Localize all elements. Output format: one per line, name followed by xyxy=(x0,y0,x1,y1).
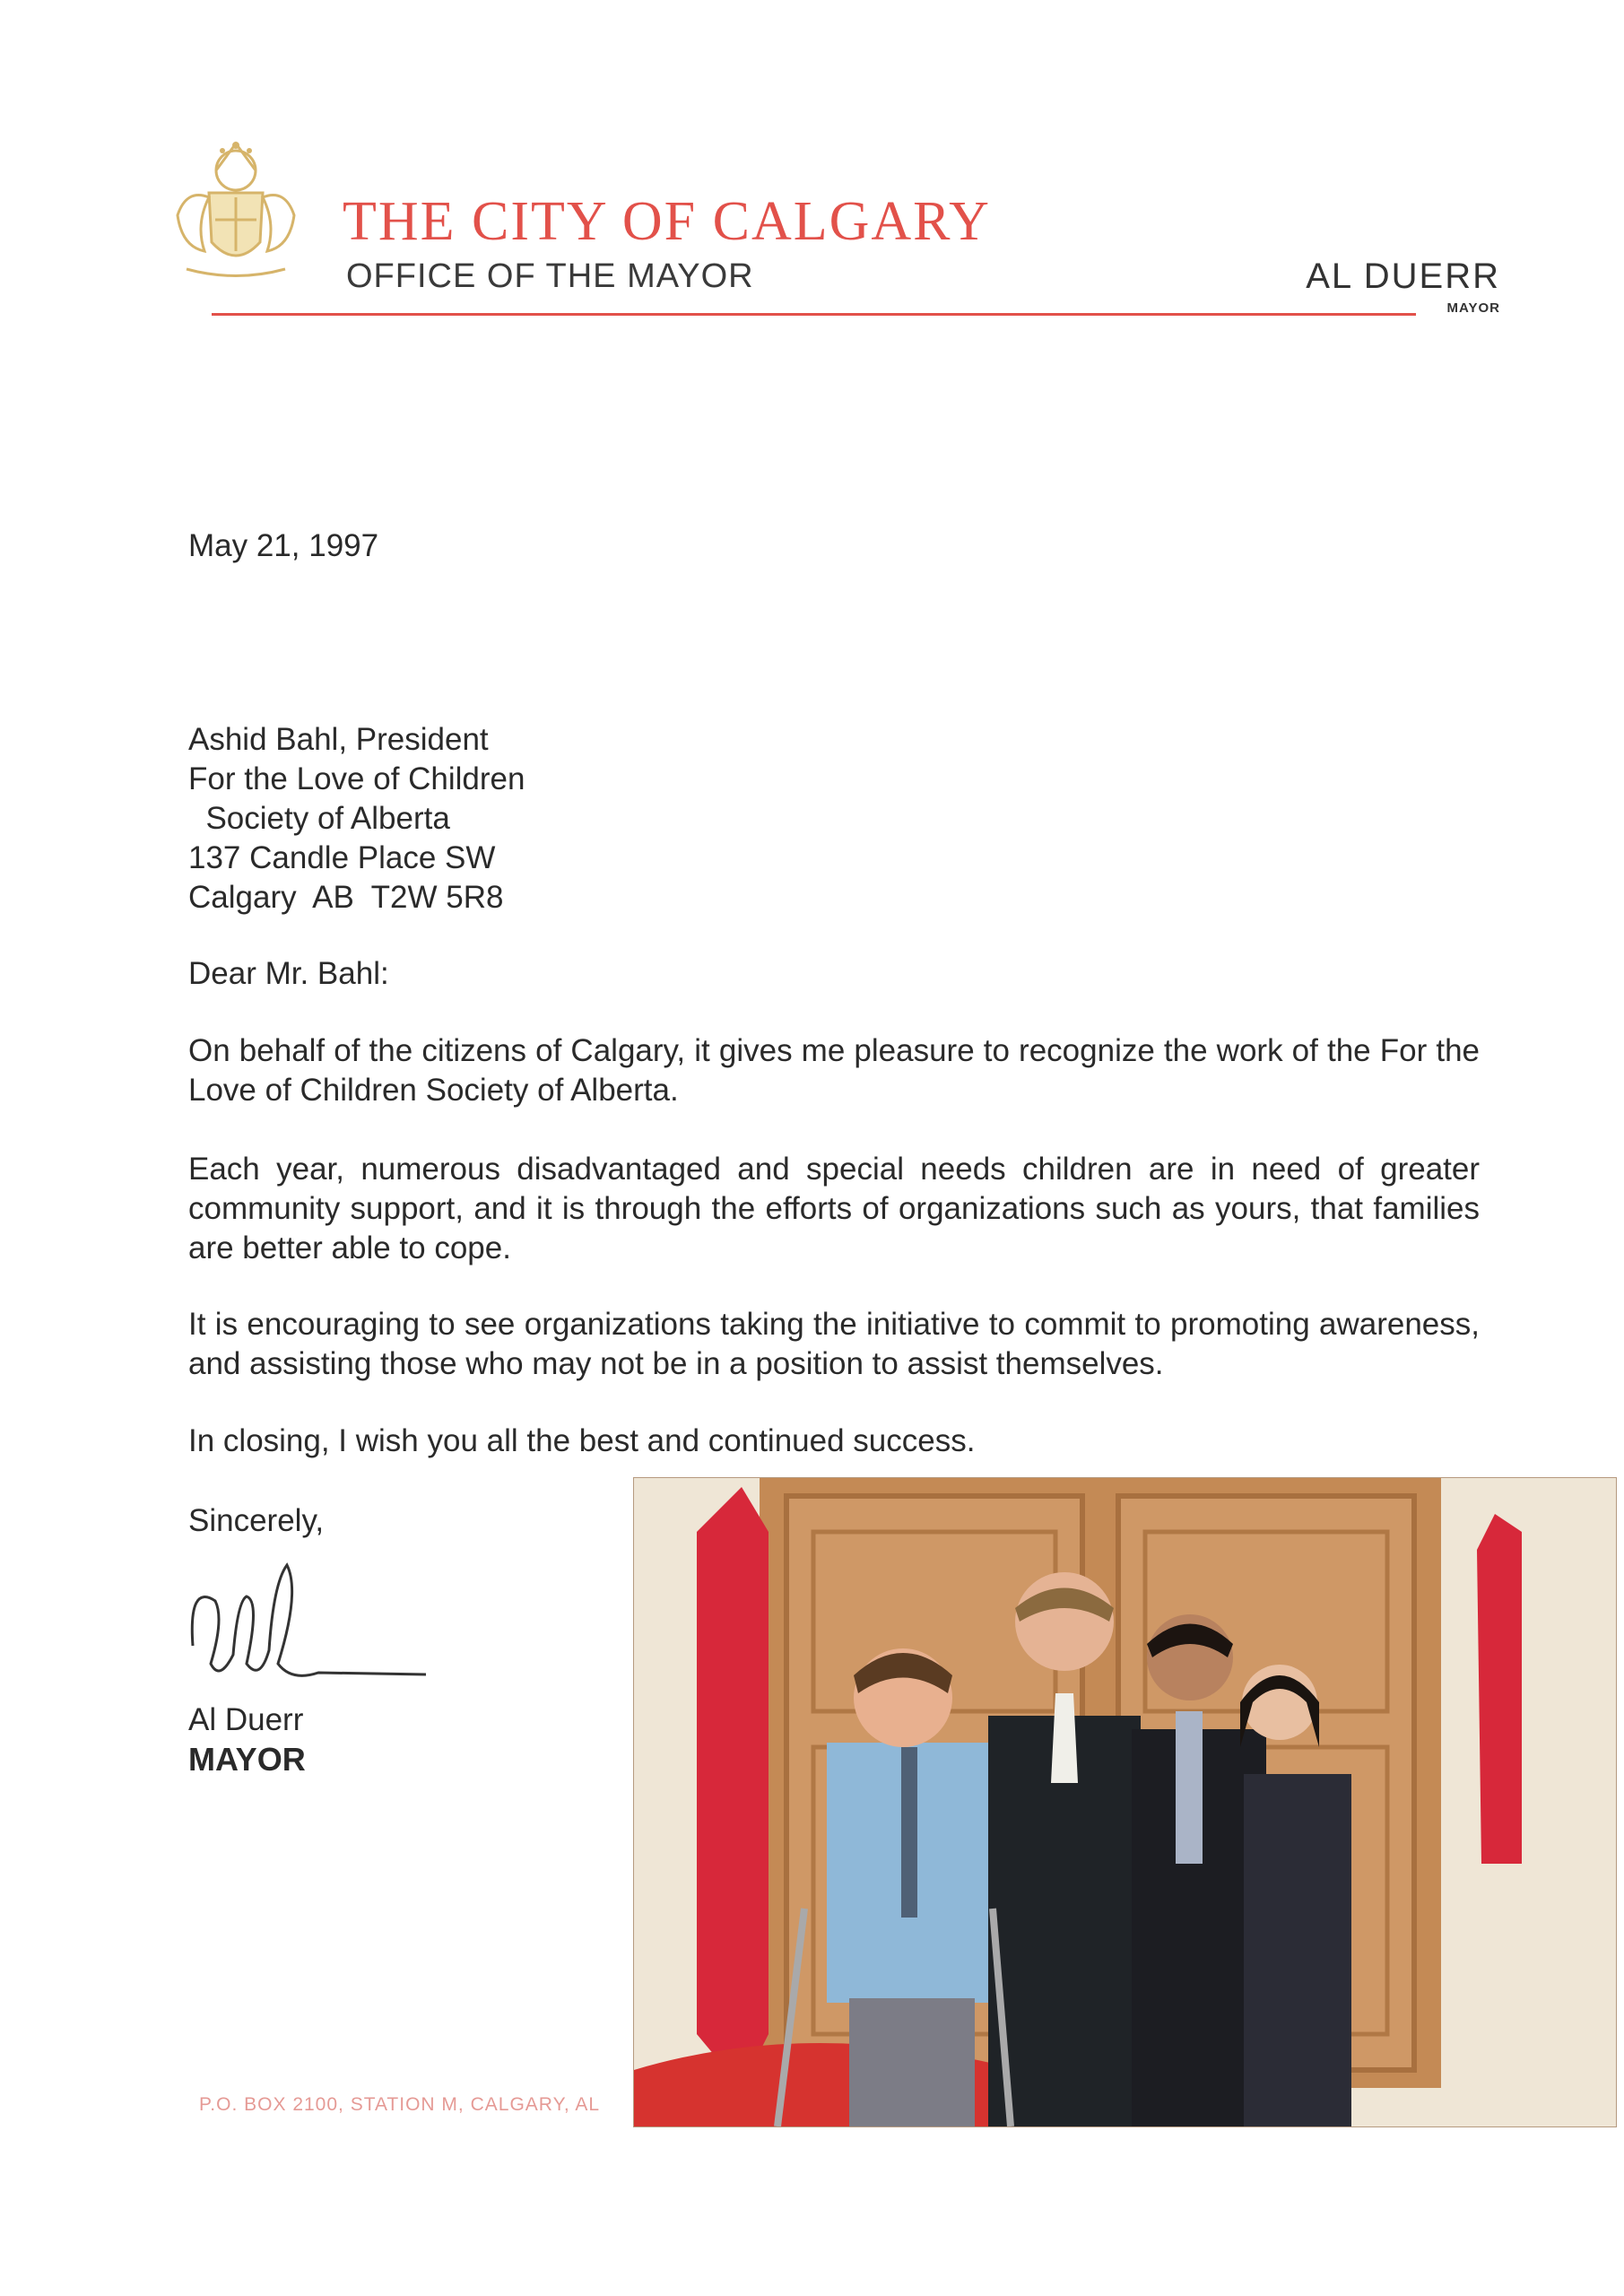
recipient-line: Ashid Bahl, President xyxy=(188,722,489,757)
letterhead-mayor-title: MAYOR xyxy=(1446,300,1500,316)
closing: Sincerely, xyxy=(188,1503,325,1538)
body-paragraph: On behalf of the citizens of Calgary, it gives me pleasure to recognize the work of the For the Love of Children Society of Alberta. xyxy=(188,1033,1480,1108)
body-paragraph: It is encouraging to see organizations taking the initiative to commit to promoting awareness, and assisting those who may not be in a position to assist themselves. xyxy=(188,1307,1480,1381)
recipient-address xyxy=(188,720,816,918)
letterhead-mayor-name: AL DUERR xyxy=(1306,257,1500,296)
organization-name: THE CITY OF CALGARY xyxy=(343,191,991,252)
letterhead-rule xyxy=(212,313,1416,316)
recipient-line: 137 Candle Place SW xyxy=(188,840,496,875)
recipient-line: For the Love of Children xyxy=(188,761,525,796)
city-crest-icon xyxy=(160,135,312,287)
group-photo xyxy=(633,1477,1617,2127)
salutation: Dear Mr. Bahl: xyxy=(188,956,389,991)
recipient-line: Society of Alberta xyxy=(188,801,450,836)
letter-date: May 21, 1997 xyxy=(188,528,379,563)
office-name: OFFICE OF THE MAYOR xyxy=(346,257,754,295)
body-paragraph: Each year, numerous disadvantaged and special needs children are in need of greater community support, and it is through the efforts of organizations such as yours, that families are better able to cope. xyxy=(188,1152,1480,1265)
signature-image xyxy=(184,1547,444,1700)
body-paragraph: In closing, I wish you all the best and continued success. xyxy=(188,1423,976,1458)
signer-title: MAYOR xyxy=(188,1741,306,1778)
footer-address: P.O. BOX 2100, STATION M, CALGARY, AL xyxy=(199,2094,601,2115)
recipient-line: Calgary AB T2W 5R8 xyxy=(188,880,504,915)
signer-name: Al Duerr xyxy=(188,1702,304,1737)
